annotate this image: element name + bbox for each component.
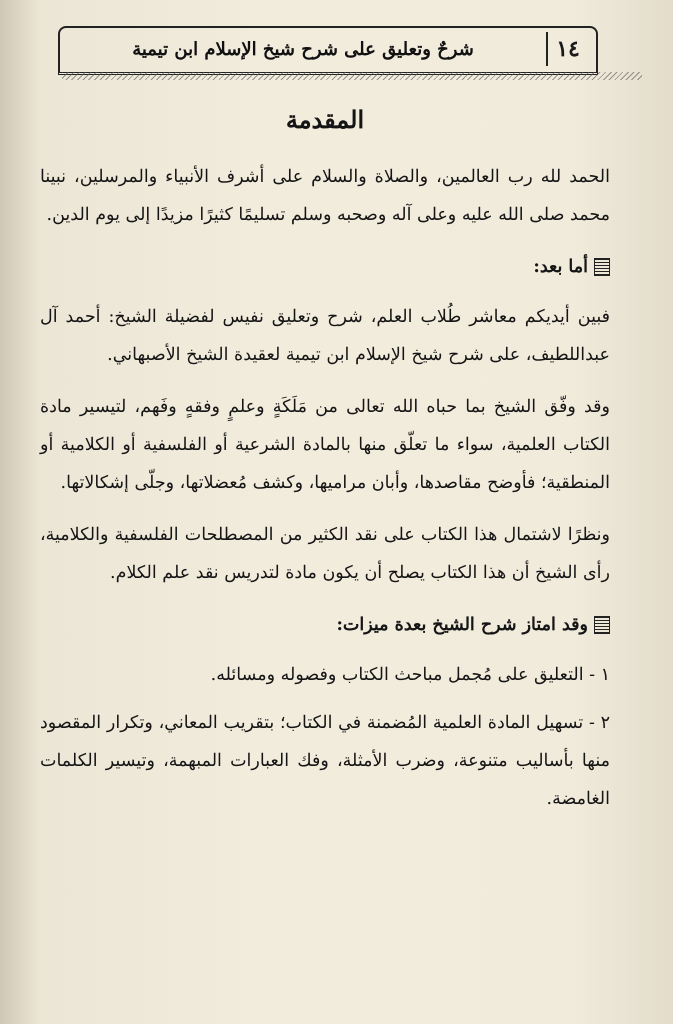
features-label-row: [40, 606, 610, 644]
after-label: أما بعد:: [533, 257, 588, 277]
paragraph-sheikh: وقد وفّق الشيخ بما حباه الله تعالى من مَلَكَةٍ وعلمٍ وفقهٍ وفَهم، لتيسير مادة الكتاب العلمية، سواء ما تعلّق منها بالمادة الشرعية أو الفلسفية أو الكلامية أو المنطقية؛ فأوضح مقاصدها، وأبان مراميها، وكشف مُعضلاتها، وجلّى إشكالاتها.: [40, 397, 610, 493]
paragraph-intro: فبين أيديكم معاشر طُلاب العلم، شرح وتعليق نفيس لفضيلة الشيخ: أحمد آل عبداللطيف، على شرح شيخ الإسلام ابن تيمية لعقيدة الشيخ الأصبهاني.: [40, 307, 611, 365]
section-heading: المقدمة: [285, 105, 365, 134]
header-hatch-ornament: [62, 72, 642, 80]
paragraph-criticism: ونظرًا لاشتمال هذا الكتاب على نقد الكثير من المصطلحات الفلسفية والكلامية، رأى الشيخ أن هذا الكتاب يصلح أن يكون مادة لتدريس نقد علم الكلام.: [40, 525, 610, 583]
after-label-row: [40, 248, 610, 286]
features-label: وقد امتاز شرح الشيخ بعدة ميزات:: [336, 615, 588, 635]
paragraph-praise: الحمد لله رب العالمين، والصلاة والسلام على أشرف الأنبياء والمرسلين، نبينا محمد صلى الله عليه وعلى آله وصحبه وسلم تسليمًا كثيرًا مزيدًا إلى يوم الدين.: [40, 167, 610, 225]
book-title: شرحٌ وتعليق على شرح شيخ الإسلام ابن تيمية: [132, 38, 474, 60]
list-item: ١ - التعليق على مُجمل مباحث الكتاب وفصوله ومسائله.: [210, 665, 610, 685]
page-content: [40, 100, 610, 828]
page-number: ١٤: [546, 32, 588, 66]
running-header: [58, 22, 596, 80]
list-item: ٢ - تسهيل المادة العلمية المُضمنة في الكتاب؛ بتقريب المعاني، وتكرار المقصود منها بأساليب متنوعة، وضرب الأمثلة، وفك العبارات المبهمة، وتيسير الكلمات الغامضة.: [40, 713, 610, 809]
book-icon: [594, 616, 610, 634]
book-icon: [594, 258, 610, 276]
